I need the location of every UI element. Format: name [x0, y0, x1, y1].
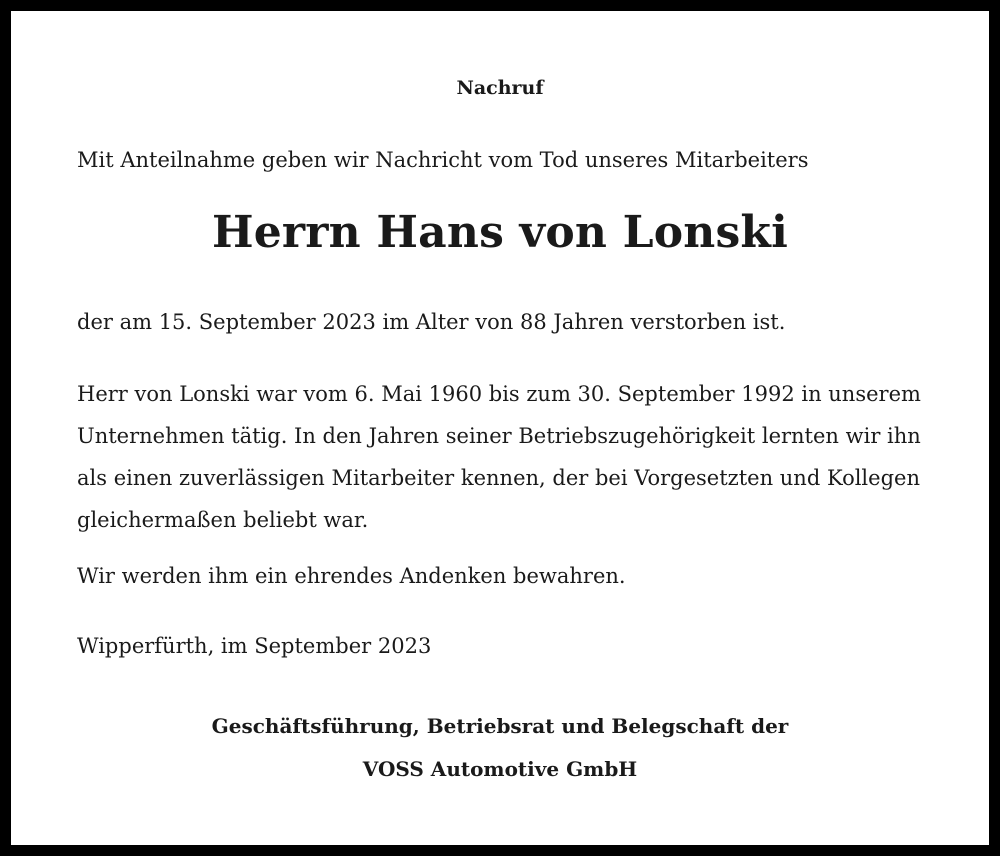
intro-text: Mit Anteilnahme geben wir Nachricht vom Tod unseres Mitarbeiters [77, 148, 809, 172]
signature-line-2: VOSS Automotive GmbH [362, 757, 638, 781]
place-date: Wipperfürth, im September 2023 [77, 634, 432, 658]
biography-paragraph [77, 373, 937, 541]
biography-line: gleichermaßen beliebt war. [77, 508, 369, 532]
signature-line-1: Geschäftsführung, Betriebsrat und Belegschaft der [211, 714, 789, 738]
memory-statement: Wir werden ihm ein ehrendes Andenken bewahren. [77, 564, 626, 588]
biography-line: als einen zuverlässigen Mitarbeiter kennen, der bei Vorgesetzten und Kollegen [77, 466, 920, 490]
biography-line: Herr von Lonski war vom 6. Mai 1960 bis zum 30. September 1992 in unserem [77, 382, 921, 406]
notice-heading: Nachruf [456, 77, 544, 99]
deceased-name: Herrn Hans von Lonski [211, 207, 789, 258]
obituary-notice [11, 11, 989, 845]
death-statement: der am 15. September 2023 im Alter von 88 Jahren verstorben ist. [77, 310, 786, 334]
biography-line: Unternehmen tätig. In den Jahren seiner Betriebszugehörigkeit lernten wir ihn [77, 424, 921, 448]
